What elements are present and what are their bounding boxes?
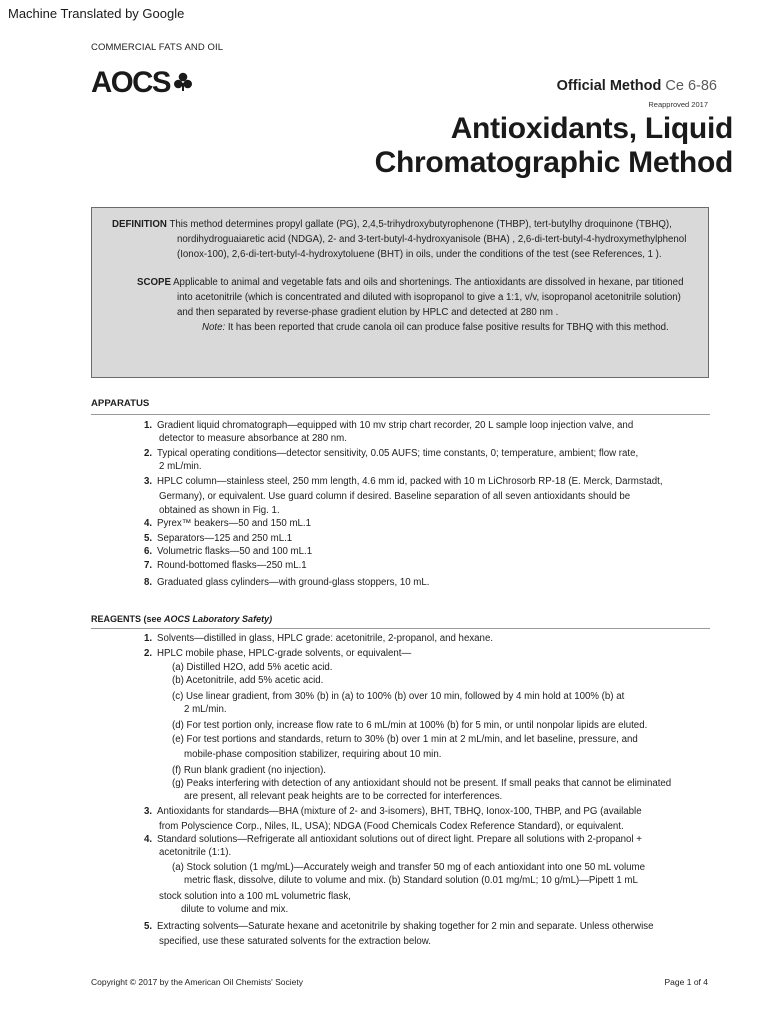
reagents-list — [144, 633, 724, 948]
item-line: HPLC mobile phase, HPLC-grade solvents, or equivalent— — [157, 647, 412, 659]
list-item — [144, 448, 724, 473]
sub-line: (b) Acetonitrile, add 5% acetic acid. — [172, 674, 324, 686]
sub-line: metric flask, dissolve, dilute to volume and mix. (b) Standard solution (0.01 mg/mL; 10 g/mL)—Pipett 1 mL — [184, 874, 638, 886]
sub-item — [144, 862, 724, 887]
list-item — [144, 921, 724, 948]
apparatus-heading: APPARATUS — [91, 398, 150, 409]
item-line: Gradient liquid chromatograph—equipped with 10 mv strip chart recorder, 20 L sample loop injection valve, and — [157, 420, 634, 431]
list-item — [144, 533, 724, 546]
item-line: Pyrex™ beakers—50 and 150 mL.1 — [157, 517, 312, 529]
item-line: acetonitrile (1:1). — [159, 846, 232, 858]
item-number: 1. — [144, 420, 153, 431]
list-item — [144, 560, 724, 573]
sub-item — [144, 778, 724, 803]
reagents-heading-text: REAGENTS (see — [91, 614, 162, 624]
list-item — [144, 476, 724, 518]
trefoil-logo-icon — [174, 72, 192, 92]
note-label: Note: — [202, 322, 226, 333]
title-line-1: Antioxidants, Liquid — [450, 112, 733, 145]
list-item — [144, 420, 724, 445]
sub-line: (c) Use linear gradient, from 30% (b) in (a) to 100% (b) over 10 min, followed by 4 min hold at 100% (b) at — [172, 691, 625, 702]
sub-item — [144, 662, 724, 675]
sub-line: mobile-phase composition stabilizer, requiring about 10 min. — [184, 749, 442, 760]
item-line: obtained as shown in Fig. 1. — [159, 505, 280, 516]
sub-line: (a) Stock solution (1 mg/mL)—Accurately weigh and transfer 50 mg of each antioxidant into one 50 mL volume — [172, 862, 645, 873]
document-title — [375, 112, 733, 180]
reapproved-label: Reapproved 2017 — [648, 100, 708, 109]
sub-line: are present, all relevant peak heights are to be corrected for interferences. — [184, 790, 503, 802]
item-line: Antioxidants for standards—BHA (mixture of 2- and 3-isomers), BHT, TBHQ, Ionox-100, THBP, and PG (available — [157, 806, 642, 817]
sub-item — [144, 765, 724, 778]
scope-label: SCOPE — [137, 277, 171, 288]
item-line: Extracting solvents—Saturate hexane and acetonitrile by shaking together for 2 min and separate. Unless otherwise — [157, 921, 654, 932]
copyright-footer: Copyright © 2017 by the American Oil Chemists' Society — [91, 977, 303, 987]
item-line: Separators—125 and 250 mL.1 — [157, 533, 293, 544]
item-number: 2. — [144, 647, 153, 659]
note-text: It has been reported that crude canola oil can produce false positive results for TBHQ with this method. — [227, 322, 669, 333]
item-line: detector to measure absorbance at 280 nm. — [159, 432, 347, 444]
item-number: 1. — [144, 633, 153, 644]
item-line: Solvents—distilled in glass, HPLC grade: acetonitrile, 2-propanol, and hexane. — [157, 633, 494, 644]
item-line: Round-bottomed flasks—250 mL.1 — [157, 560, 307, 571]
item-line: Typical operating conditions—detector sensitivity, 0.05 AUFS; time constants, 0; temperature, ambient; flow rate, — [157, 448, 639, 459]
sub-item — [144, 675, 724, 688]
definition-label: DEFINITION — [112, 219, 167, 230]
scope-paragraph — [102, 275, 698, 320]
reagents-divider — [91, 628, 710, 629]
item-number: 3. — [144, 806, 153, 817]
definition-text: This method determines propyl gallate (PG), 2,4,5-trihydroxybutyrophenone (THBP), tert-butylhy droquinone (TBHQ), nordihydroguaiaretic acid (NDGA), 2- and 3-tert-butyl-4-hydroxyanisole (BHA) , 2,6-di-tert-butyl-4-hydroxymethylphenol (Ionox-100), 2,6-di-tert-butyl-4-hydroxytoluene (BHT) in oils, under the conditions of the test (see References, 1 ). — [169, 219, 687, 260]
apparatus-list — [144, 420, 724, 589]
sub-line: stock solution into a 100 mL volumetric flask, — [159, 891, 351, 902]
page-number: Page 1 of 4 — [664, 977, 708, 987]
item-line: Standard solutions—Refrigerate all antioxidant solutions out of direct light. Prepare all solutions with 2-propanol + — [157, 834, 642, 845]
list-item — [144, 806, 724, 833]
method-number: Ce 6-86 — [665, 78, 717, 94]
sub-line: (a) Distilled H2O, add 5% acetic acid. — [172, 662, 333, 673]
machine-translated-banner[interactable]: Machine Translated by Google — [8, 6, 185, 21]
sub-item — [144, 720, 724, 733]
item-line: Volumetric flasks—50 and 100 mL.1 — [157, 545, 313, 557]
item-number: 2. — [144, 448, 153, 459]
apparatus-divider — [91, 414, 710, 415]
scope-text: Applicable to animal and vegetable fats and oils and shortenings. The antioxidants are dissolved in hexane, par titioned into acetonitrile (which is concentrated and diluted with isopropanol to give a 1:1, v/v, isopropanol acetonitrile solution) and then separated by reverse-phase gradient elution by HPLC and detected at 280 nm . — [173, 277, 684, 318]
sub-item — [144, 691, 724, 716]
item-line: 2 mL/min. — [159, 460, 202, 472]
reagents-heading-italic: AOCS Laboratory Safety) — [164, 614, 273, 624]
category-label: COMMERCIAL FATS AND OIL — [91, 42, 224, 53]
definition-scope-box — [91, 207, 709, 378]
sub-line: (e) For test portions and standards, return to 30% (b) over 1 min at 2 mL/min, and let baseline, pressure, and — [172, 733, 638, 745]
list-item — [144, 577, 724, 590]
aocs-logo — [91, 66, 192, 99]
official-method-line — [557, 78, 717, 94]
item-number: 7. — [144, 560, 153, 571]
item-number: 5. — [144, 533, 153, 544]
item-number: 5. — [144, 921, 153, 932]
sub-line: dilute to volume and mix. — [181, 903, 289, 915]
reagents-heading — [91, 614, 272, 624]
item-number: 8. — [144, 576, 153, 588]
list-item — [144, 518, 724, 531]
sub-line: (f) Run blank gradient (no injection). — [172, 764, 327, 776]
list-item — [144, 546, 724, 559]
list-item — [144, 633, 724, 646]
item-number: 6. — [144, 545, 153, 557]
sub-line: (d) For test portion only, increase flow rate to 6 mL/min at 100% (b) for 5 min, or until nonpolar lipids are eluted. — [172, 720, 648, 731]
definition-paragraph — [102, 217, 698, 262]
logo-text: AOCS — [91, 66, 171, 99]
list-item — [144, 834, 724, 859]
item-line: Germany), or equivalent. Use guard column if desired. Baseline separation of all seven antioxidants should be — [159, 490, 631, 502]
method-label: Official Method — [556, 78, 662, 94]
title-line-2: Chromatographic Method — [374, 146, 733, 179]
item-number: 3. — [144, 476, 153, 487]
item-line: from Polyscience Corp., Niles, IL, USA); NDGA (Food Chemicals Codex Reference Standard), or equivalent. — [159, 820, 624, 832]
list-item — [144, 648, 724, 661]
sub-item-continuation — [144, 891, 724, 916]
sub-line: (g) Peaks interfering with detection of any antioxidant should not be present. If small peaks that cannot be eliminated — [172, 778, 672, 789]
item-number: 4. — [144, 517, 153, 529]
item-number: 4. — [144, 834, 153, 845]
sub-item — [144, 734, 724, 762]
item-line: HPLC column—stainless steel, 250 mm length, 4.6 mm id, packed with 10 m LiChrosorb RP-18 (E. Merck, Darmstadt, — [157, 476, 663, 487]
item-line: specified, use these saturated solvents for the extraction below. — [159, 935, 431, 947]
sub-line: 2 mL/min. — [184, 703, 227, 715]
item-line: Graduated glass cylinders—with ground-glass stoppers, 10 mL. — [157, 576, 430, 588]
note-paragraph — [102, 320, 698, 335]
